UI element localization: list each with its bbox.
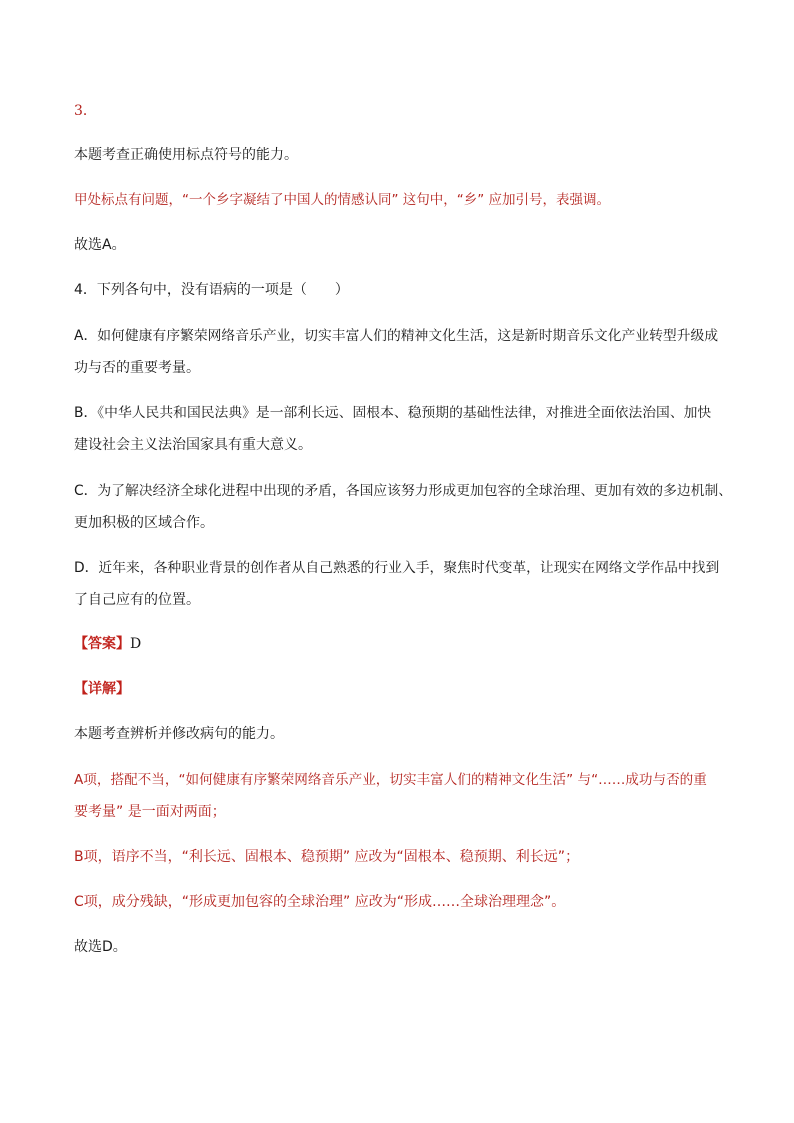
q4-analysis-a-line-1: A项，搭配不当，“如何健康有序繁荣网络音乐产业，切实丰富人们的精神文化生活” 与“……成功与否的重 bbox=[74, 772, 707, 788]
q4-option-a-line-1: A．如何健康有序繁荣网络音乐产业，切实丰富人们的精神文化生活，这是新时期音乐文化产业转型升级成 bbox=[74, 328, 719, 344]
q3-intro: 本题考查正确使用标点符号的能力。 bbox=[74, 147, 298, 163]
q4-analysis-a-line-2: 要考量” 是一面对两面； bbox=[74, 804, 226, 820]
q4-option-c-line-2: 更加积极的区域合作。 bbox=[74, 515, 214, 531]
q4-analysis-b: B项，语序不当，“利长远、固根本、稳预期” 应改为“固根本、稳预期、利长远”； bbox=[74, 849, 580, 865]
q4-option-c-line-1: C．为了解决经济全球化进程中出现的矛盾，各国应该努力形成更加包容的全球治理、更加有效的多边机制、 bbox=[74, 483, 733, 499]
answer-label: 【答案】 bbox=[74, 636, 130, 652]
q4-analysis-c: C项，成分残缺，“形成更加包容的全球治理” 应改为“形成……全球治理理念”。 bbox=[74, 894, 566, 910]
q3-explanation: 甲处标点有问题，“一个乡字凝结了中国人的情感认同” 这句中，“乡” 应加引号，表强调。 bbox=[74, 192, 611, 208]
q3-number: 3． bbox=[74, 103, 97, 119]
q4-option-d-line-2: 了自己应有的位置。 bbox=[74, 592, 200, 608]
q3-conclusion: 故选A。 bbox=[74, 237, 126, 253]
q4-option-d-line-1: D．近年来，各种职业背景的创作者从自己熟悉的行业入手，聚焦时代变革，让现实在网络文学作品中找到 bbox=[74, 560, 720, 576]
answer-line bbox=[74, 634, 141, 654]
q4-option-b-line-1: B．《中华人民共和国民法典》是一部利长远、固根本、稳预期的基础性法律，对推进全面依法治国、加快 bbox=[74, 405, 712, 421]
detail-label: 【详解】 bbox=[74, 681, 130, 697]
q4-option-a-line-2: 功与否的重要考量。 bbox=[74, 360, 200, 376]
q4-option-b-line-2: 建设社会主义法治国家具有重大意义。 bbox=[74, 437, 312, 453]
answer-value: D bbox=[130, 636, 142, 652]
q4-intro: 本题考查辨析并修改病句的能力。 bbox=[74, 726, 284, 742]
q4-stem: 4．下列各句中，没有语病的一项是（ ） bbox=[74, 282, 349, 298]
q4-conclusion: 故选D。 bbox=[74, 939, 127, 955]
